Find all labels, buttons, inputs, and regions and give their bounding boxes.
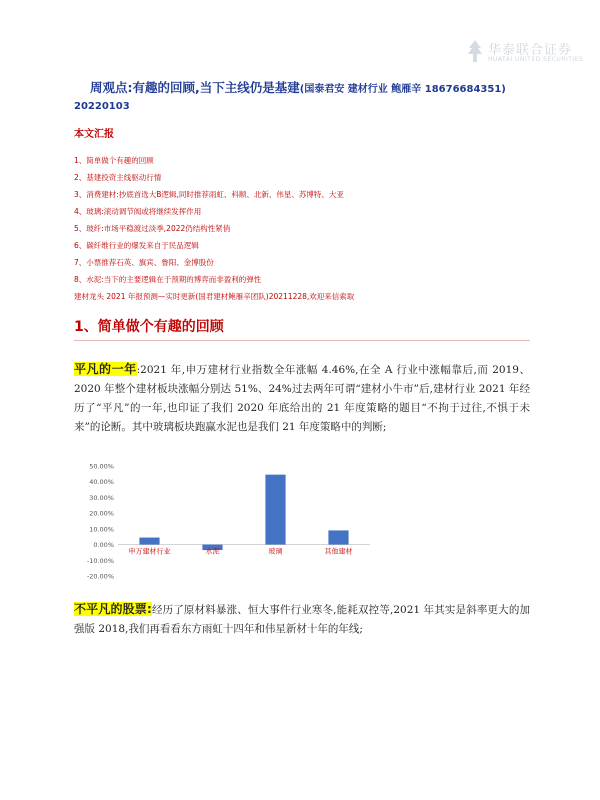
y-tick-label: -10.00% [86, 556, 114, 565]
y-tick-label: 40.00% [89, 478, 114, 487]
toc-item[interactable]: 5、玻纤:市场平稳渡过淡季,2022仍结构性紧俏 [74, 224, 231, 233]
y-tick-label: 0.00% [93, 541, 114, 550]
y-tick-label: 20.00% [89, 509, 114, 518]
paragraph-ordinary-year [74, 360, 530, 437]
bar-chart [74, 460, 374, 582]
paragraph-text: 经历了原材料暴涨、恒大事件行业寒冬,能耗双控等,2021 年其实是斜率更大的加强版 2018,我们再看看东方雨虹十四年和伟星新材十年的年线; [74, 604, 530, 635]
paragraph-lead: 不平凡的股票: [74, 602, 152, 616]
category-label: 玻璃 [268, 547, 283, 556]
toc-item[interactable]: 3、消费建材:抄底首选大B逻辑,同时推荐雨虹、科顺、北新、伟星、苏博特、大亚 [74, 190, 344, 199]
paragraph-lead: 平凡的一年 [74, 362, 137, 376]
category-label: 申万建材行业 [128, 547, 171, 556]
watermark-name: 华泰联合证券 [488, 43, 573, 58]
report-title [90, 78, 590, 96]
logo-icon [466, 38, 484, 64]
y-tick-label: 30.00% [89, 493, 114, 502]
report-date: 20220103 [74, 101, 130, 112]
y-tick-label: -20.00% [86, 572, 114, 581]
bar [328, 530, 348, 544]
category-label: 水泥 [205, 547, 220, 556]
section-divider [74, 340, 530, 341]
bar [265, 475, 285, 545]
toc-list [74, 152, 354, 305]
category-label: 其他建材 [324, 547, 353, 556]
toc-item[interactable]: 4、玻璃:滚动调节阀或将继续发挥作用 [74, 207, 202, 216]
y-tick-label: 10.00% [89, 525, 114, 534]
paragraph-text: :2021 年,申万建材行业指数全年涨幅 4.46%,在全 A 行业中涨幅靠后,而 2019、2020 年整个建材板块涨幅分别达 51%、24%过去两年可谓“建材小牛市”后,建材行业 2021 年经历了“平凡”的一年,也印证了我们 2020 年底给出的 21 年度策略的题目“不拘于过往,不惧于未来”的论断。其中玻璃板块跑赢水泥也是我们 21 年度策略中的判断; [74, 364, 530, 433]
title-text: 周观点:有趣的回顾,当下主线仍是基建 [90, 80, 300, 95]
toc-item[interactable]: 2、基建投资主线驱动行情 [74, 173, 162, 182]
paragraph-extraordinary-stocks [74, 600, 530, 639]
y-tick-label: 50.00% [89, 462, 114, 471]
toc-item[interactable]: 1、简单做个有趣的回顾 [74, 156, 154, 165]
section-heading: 1、简单做个有趣的回顾 [74, 319, 224, 335]
toc-item[interactable]: 7、小票推荐石英、旗宾、鲁阳、金博股份 [74, 258, 214, 267]
toc-highlight-note[interactable]: 建材龙头 2021 年报预测—实时更新(国君建材鲍雁辛团队)20211228,欢迎来信索取 [74, 292, 355, 301]
bar [139, 538, 159, 545]
watermark-sub: HUATAI UNITED SECURITIES [488, 56, 584, 63]
title-meta: (国泰君安 建材行业 鲍雁辛 18676684351) [299, 84, 506, 95]
watermark-logo [466, 38, 584, 68]
toc-item[interactable]: 8、水泥:当下的主要逻辑在于预期的博弈而非盈利的弹性 [74, 275, 262, 284]
summary-heading: 本文汇报 [74, 129, 114, 140]
toc-item[interactable]: 6、碳纤维行业的爆发来自于民品逻辑 [74, 241, 199, 250]
